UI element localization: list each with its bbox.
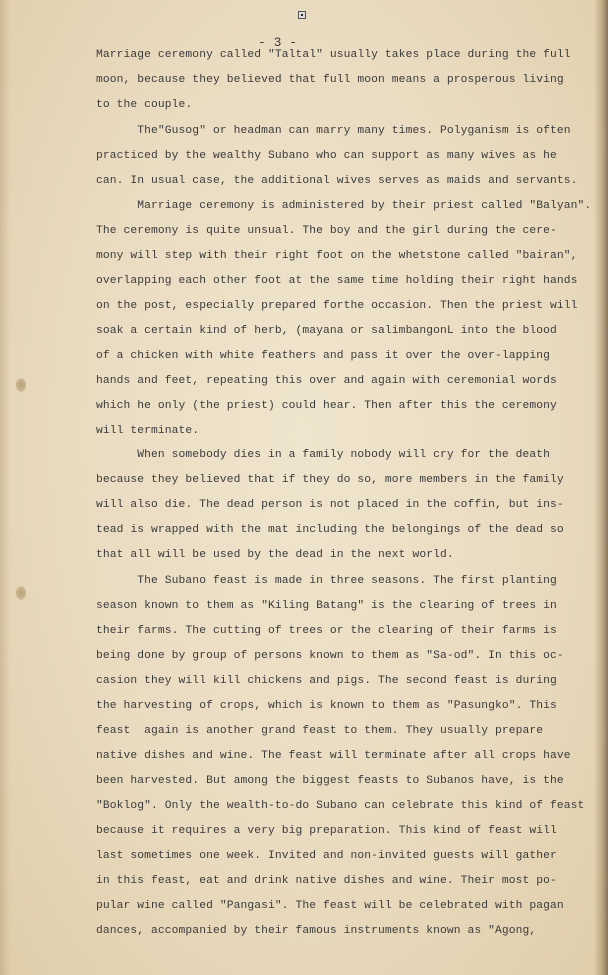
text-line: pular wine called "Pangasi". The feast will be celebrated with pagan: [96, 900, 564, 912]
text-line: When somebody dies in a family nobody will cry for the death: [96, 449, 551, 461]
text-line: practiced by the wealthy Subano who can support as many wives as he: [96, 150, 557, 162]
text-line: moon, because they believed that full moon means a prosperous living: [96, 74, 564, 86]
page-left-shadow: [0, 0, 10, 975]
text-line: last sometimes one week. Invited and non-invited guests will gather: [96, 850, 557, 862]
text-line: which he only (the priest) could hear. Then after this the ceremony: [96, 400, 557, 412]
text-line: Marriage ceremony is administered by their priest called "Balyan".: [96, 200, 592, 212]
text-line: the harvesting of crops, which is known to them as "Pasungko". This: [96, 700, 557, 712]
text-line: will also die. The dead person is not placed in the coffin, but ins-: [96, 499, 564, 511]
text-line: been harvested. But among the biggest feasts to Subanos have, is the: [96, 775, 564, 787]
text-line: dances, accompanied by their famous instruments known as "Agong,: [96, 925, 537, 937]
text-line: of a chicken with white feathers and pass it over the over-lapping: [96, 350, 551, 362]
page-number: - 3 -: [258, 35, 298, 50]
text-line: their farms. The cutting of trees or the clearing of their farms is: [96, 625, 557, 637]
text-line: because they believed that if they do so, more members in the family: [96, 474, 564, 486]
text-line: hands and feet, repeating this over and again with ceremonial words: [96, 375, 557, 387]
text-line: on the post, especially prepared forthe occasion. Then the priest will: [96, 300, 578, 312]
text-line: "Boklog". Only the wealth-to-do Subano can celebrate this kind of feast: [96, 800, 585, 812]
text-line: to the couple.: [96, 99, 193, 111]
text-line: feast again is another grand feast to them. They usually prepare: [96, 725, 544, 737]
text-line: native dishes and wine. The feast will terminate after all crops have: [96, 750, 571, 762]
page-right-shadow: [594, 0, 608, 975]
staple-icon: [298, 11, 306, 19]
text-line: that all will be used by the dead in the next world.: [96, 549, 454, 561]
punch-hole-icon: [16, 586, 26, 600]
punch-hole-icon: [16, 378, 26, 392]
text-line: overlapping each other foot at the same time holding their right hands: [96, 275, 578, 287]
text-line: mony will step with their right foot on the whetstone called "bairan",: [96, 250, 578, 262]
text-line: being done by group of persons known to them as "Sa-od". In this oc-: [96, 650, 564, 662]
text-line: soak a certain kind of herb, (mayana or salimbangonL into the blood: [96, 325, 557, 337]
text-line: can. In usual case, the additional wives serves as maids and servants.: [96, 175, 578, 187]
text-line: will terminate.: [96, 425, 200, 437]
text-line: season known to them as "Kiling Batang" is the clearing of trees in: [96, 600, 557, 612]
text-line: Marriage ceremony called "Taltal" usually takes place during the full: [96, 49, 571, 61]
text-line: The"Gusog" or headman can marry many times. Polyganism is often: [96, 125, 571, 137]
text-line: The Subano feast is made in three seasons. The first planting: [96, 575, 557, 587]
text-line: The ceremony is quite unsual. The boy and the girl during the cere-: [96, 225, 557, 237]
text-line: because it requires a very big preparation. This kind of feast will: [96, 825, 557, 837]
text-line: tead is wrapped with the mat including the belongings of the dead so: [96, 524, 564, 536]
text-line: casion they will kill chickens and pigs. The second feast is during: [96, 675, 557, 687]
text-line: in this feast, eat and drink native dishes and wine. Their most po-: [96, 875, 557, 887]
